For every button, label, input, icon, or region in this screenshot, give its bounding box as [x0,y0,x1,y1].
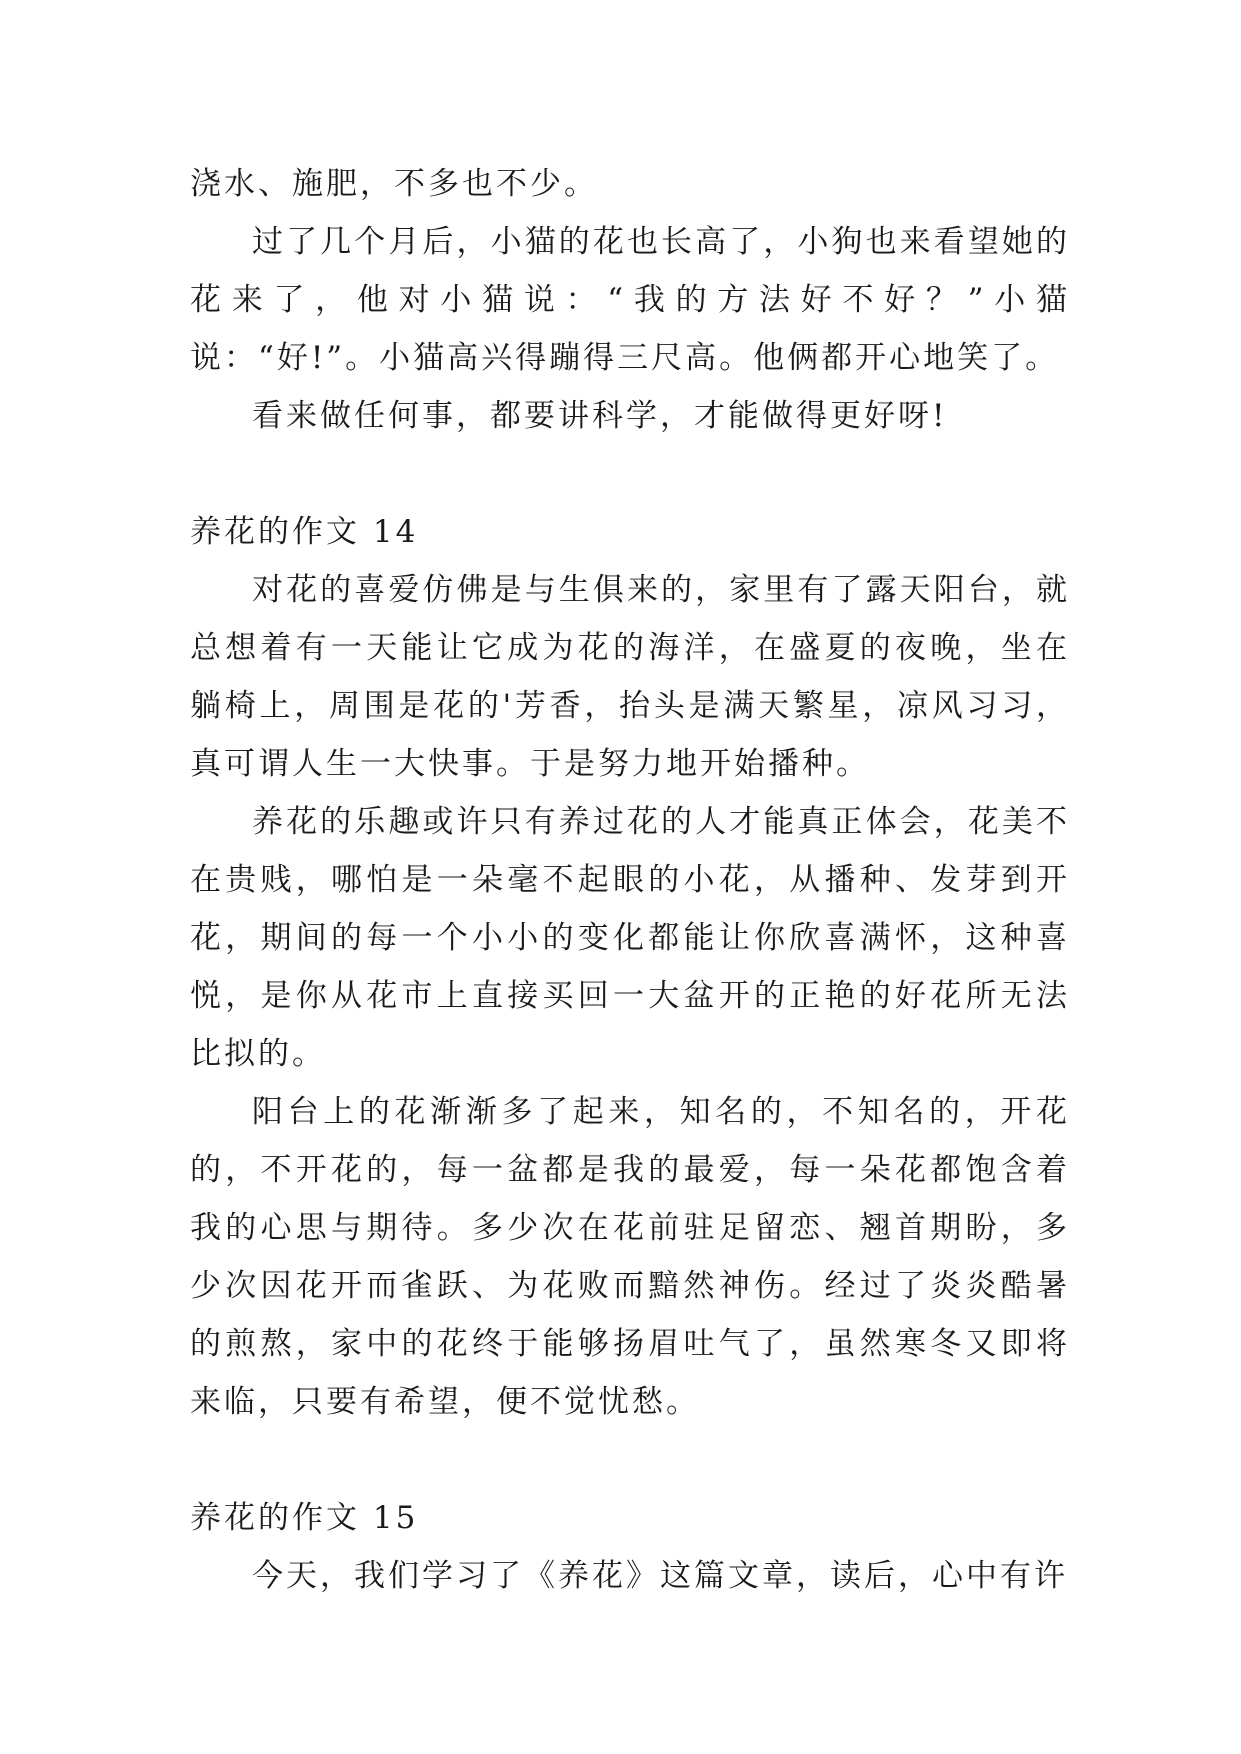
section-gap [190,445,1070,503]
paragraph-months-later: 过了几个月后，小猫的花也长高了，小狗也来看望她的花来了，他对小猫说：“我的方法好不好？”小猫说：“好!”。小猫高兴得蹦得三尺高。他俩都开心地笑了。 [190,224,1070,376]
paragraph-today-lesson: 今天，我们学习了《养花》这篇文章，读后，心中有许 [252,1558,1068,1594]
paragraph-joy-of-growing: 养花的乐趣或许只有养过花的人才能真正体会，花美不在贵贱，哪怕是一朵毫不起眼的小花，从播种、发芽到开花，期间的每一个小小的变化都能让你欣喜满怀，这种喜悦，是你从花市上直接买回一大盆开的正艳的好花所无法比拟的。 [190,804,1070,1072]
document-body [190,155,1070,1605]
section-gap [190,1431,1070,1489]
essay-14-heading: 养花的作文 14 [190,514,419,550]
paragraph-watering: 浇水、施肥，不多也不少。 [190,166,598,202]
paragraph-balcony-flowers: 阳台上的花渐渐多了起来，知名的，不知名的，开花的，不开花的，每一盆都是我的最爱，每一朵花都饱含着我的心思与期待。多少次在花前驻足留恋、翘首期盼，多少次因花开而雀跃、为花败而黯然神伤。经过了炎炎酷暑的煎熬，家中的花终于能够扬眉吐气了，虽然寒冬又即将来临，只要有希望，便不觉忧愁。 [190,1094,1070,1420]
paragraph-moral: 看来做任何事，都要讲科学，才能做得更好呀! [252,398,948,434]
paragraph-love-of-flowers: 对花的喜爱仿佛是与生俱来的，家里有了露天阳台，就总想着有一天能让它成为花的海洋，在盛夏的夜晚，坐在躺椅上，周围是花的'芳香，抬头是满天繁星，凉风习习，真可谓人生一大快事。于是努力地开始播种。 [190,572,1070,782]
essay-15-heading: 养花的作文 15 [190,1500,419,1536]
